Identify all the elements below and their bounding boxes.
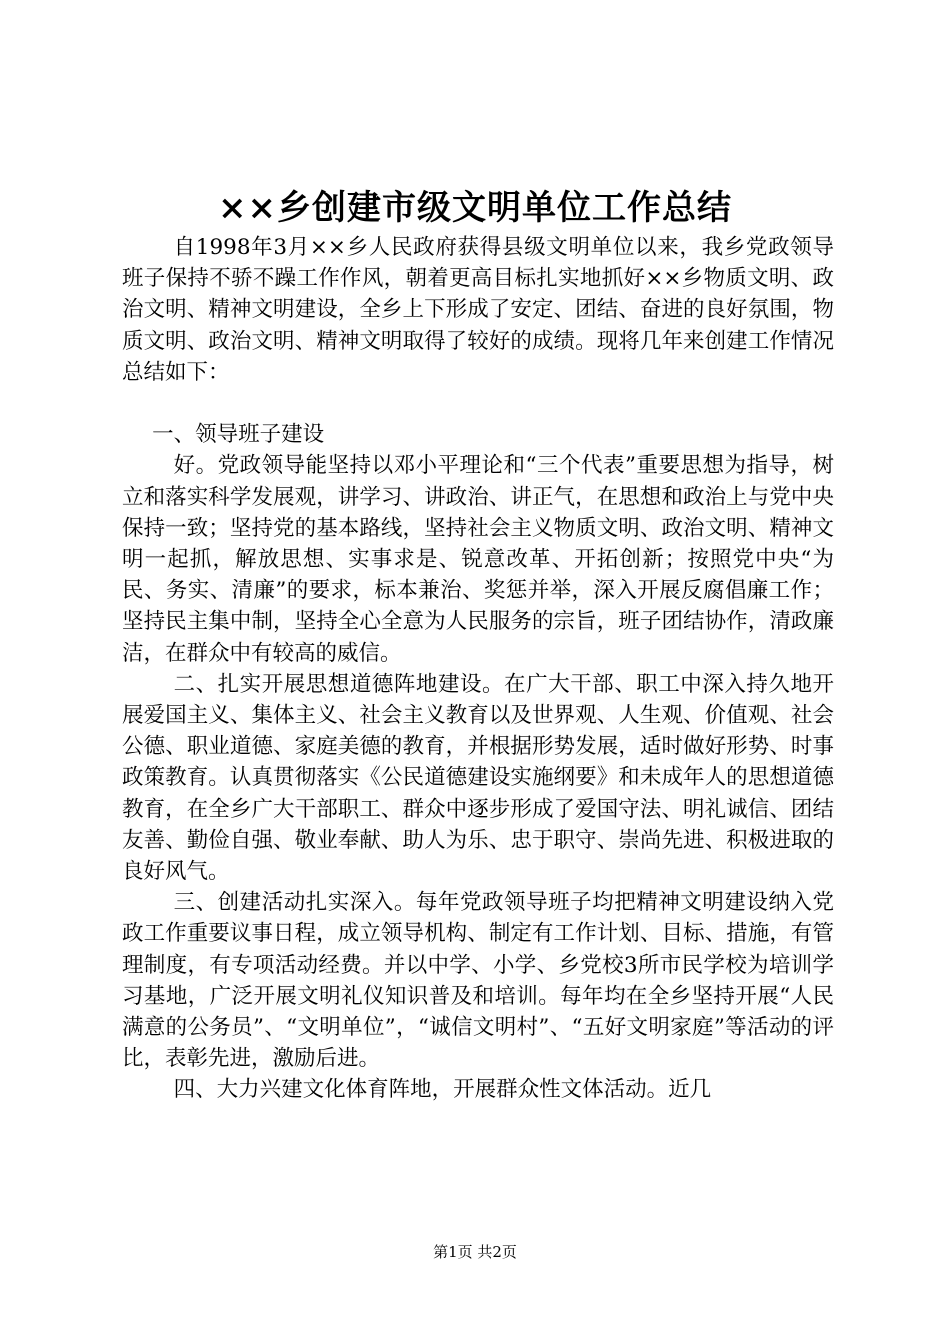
campaign-activities-paragraph: 三、创建活动扎实深入。每年党政领导班子均把精神文明建设纳入党政工作重要议事日程，成立领导机构、制定有工作计划、目标、措施，有管理制度，有专项活动经费。并以中学、小学、乡党校3所市民学校为培训学习基地，广泛开展文明礼仪知识普及和培训。每年均在全乡坚持开展“人民满意的公务员”、“文明单位”，“诚信文明村”、“五好文明家庭”等活动的评比，表彰先进，激励后进。 bbox=[122, 890, 834, 1072]
intro-paragraph: 自1998年3月××乡人民政府获得县级文明单位以来，我乡党政领导班子保持不骄不躁工作作风，朝着更高目标扎实地抓好××乡物质文明、政治文明、精神文明建设，全乡上下形成了安定、团结、奋进的良好氛围，物质文明、政治文明、精神文明取得了较好的成绩。现将几年来创建工作情况总结如下： bbox=[122, 235, 834, 385]
leadership-paragraph: 好。党政领导能坚持以邓小平理论和“三个代表”重要思想为指导，树立和落实科学发展观，讲学习、讲政治、讲正气，在思想和政治上与党中央保持一致；坚持党的基本路线，坚持社会主义物质文明、政治文明、精神文明一起抓，解放思想、实事求是、锐意改革、开拓创新；按照党中央“为民、务实、清廉”的要求，标本兼治、奖惩并举，深入开展反腐倡廉工作；坚持民主集中制，坚持全心全意为人民服务的宗旨，班子团结协作，清政廉洁，在群众中有较高的威信。 bbox=[122, 453, 834, 666]
culture-sports-paragraph: 四、大力兴建文化体育阵地，开展群众性文体活动。近几 bbox=[173, 1077, 712, 1103]
moral-education-paragraph: 二、扎实开展思想道德阵地建设。在广大干部、职工中深入持久地开展爱国主义、集体主义、社会主义教育以及世界观、人生观、价值观、社会公德、职业道德、家庭美德的教育，并根据形势发展，适时做好形势、时事政策教育。认真贯彻落实《公民道德建设实施纲要》和未成年人的思想道德教育，在全乡广大干部职工、群众中逐步形成了爱国守法、明礼诚信、团结友善、勤俭自强、敬业奉献、助人为乐、忠于职守、崇尚先进、积极进取的良好风气。 bbox=[122, 671, 834, 885]
document-body bbox=[122, 232, 834, 1106]
document-title: ××乡创建市级文明单位工作总结 bbox=[218, 188, 732, 228]
section-heading-leadership: 一、领导班子建设 bbox=[152, 422, 325, 448]
page-number-footer: 第1页 共2页 bbox=[433, 1243, 517, 1261]
